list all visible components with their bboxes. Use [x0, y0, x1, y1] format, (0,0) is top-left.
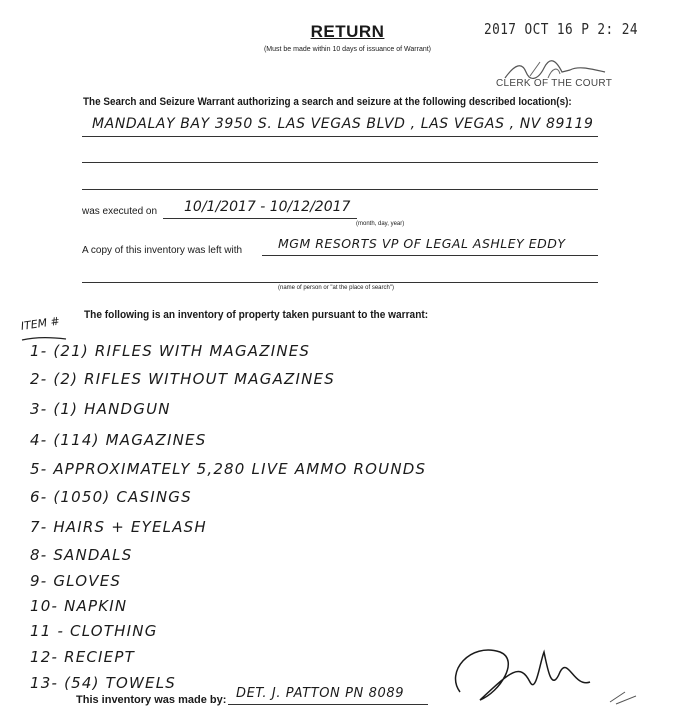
copy-left-with-value: MGM RESORTS VP OF LEGAL ASHLEY EDDY [278, 236, 566, 251]
clerk-stamp: CLERK OF THE COURT [496, 78, 613, 89]
location-value: MANDALAY BAY 3950 S. LAS VEGAS BLVD , LAS VEGAS , NV 89119 [92, 116, 594, 132]
file-date-stamp: 2017 OCT 16 P 2: 24 [484, 20, 638, 38]
copy-line-2 [82, 282, 598, 283]
list-item: 11 - CLOTHING [30, 622, 158, 640]
list-item: 1- (21) RIFLES WITH MAGAZINES [30, 342, 311, 360]
executed-dates: 10/1/2017 - 10/12/2017 [184, 199, 351, 215]
location-line-3 [82, 189, 598, 190]
executed-line [163, 218, 357, 219]
list-item: 13- (54) TOWELS [30, 674, 176, 692]
executed-label: was executed on [82, 206, 158, 217]
inventory-intro: The following is an inventory of property taken pursuant to the warrant: [84, 309, 429, 321]
made-by-line [228, 704, 428, 705]
made-by-value: DET. J. PATTON PN 8089 [236, 686, 405, 701]
item-column-label: ITEM # [20, 314, 61, 333]
page-subtitle: (Must be made within 10 days of issuance of Warrant) [263, 46, 432, 53]
officer-signature-icon [440, 632, 640, 708]
list-item: 5- APPROXIMATELY 5,280 LIVE AMMO ROUNDS [30, 460, 427, 478]
date-hint: (month, day, year) [356, 221, 405, 227]
location-line-2 [82, 162, 598, 163]
list-item: 8- SANDALS [30, 546, 133, 564]
location-line-1 [82, 136, 598, 137]
copy-label: A copy of this inventory was left with [82, 245, 243, 256]
list-item: 10- NAPKIN [30, 597, 128, 615]
list-item: 2- (2) RIFLES WITHOUT MAGAZINES [30, 370, 335, 388]
authorization-text: The Search and Seizure Warrant authorizing a search and seizure at the following described location(s): [83, 96, 572, 108]
list-item: 4- (114) MAGAZINES [30, 431, 207, 449]
person-hint: (name of person or "at the place of search") [278, 285, 394, 291]
page-title: RETURN [310, 22, 385, 41]
list-item: 7- HAIRS + EYELASH [30, 518, 207, 536]
list-item: 9- GLOVES [30, 572, 122, 590]
copy-line [262, 255, 598, 256]
list-item: 6- (1050) CASINGS [30, 488, 192, 506]
list-item: 12- RECIEPT [30, 648, 135, 666]
list-item: 3- (1) HANDGUN [30, 400, 171, 418]
made-by-label: This inventory was made by: [76, 694, 227, 706]
